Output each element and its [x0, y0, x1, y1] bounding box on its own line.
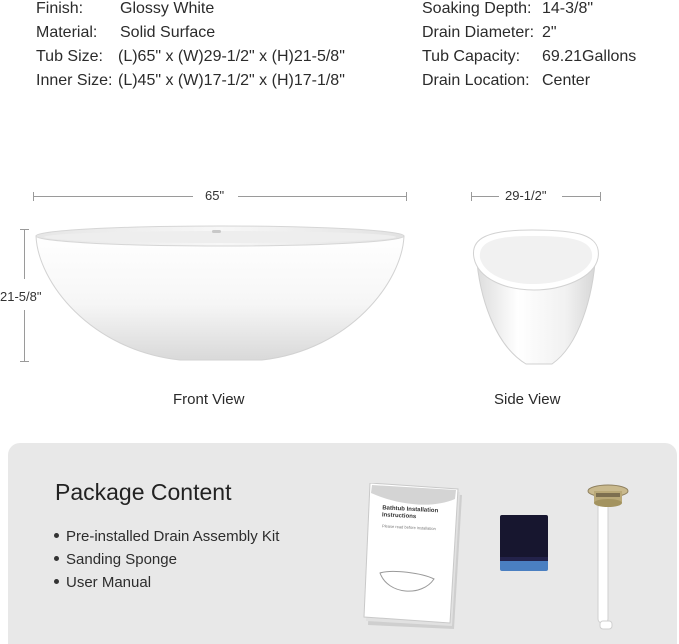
package-item-label: Sanding Sponge [66, 551, 177, 568]
length-dimension-tick-right [406, 192, 407, 201]
height-dimension-tick-bottom [20, 361, 29, 362]
spec-tub-capacity-label: Tub Capacity: [422, 48, 521, 65]
length-dimension-line-right [238, 196, 407, 197]
side-view-label: Side View [494, 391, 561, 408]
sanding-sponge-image [496, 513, 552, 575]
length-dimension-line-left [33, 196, 193, 197]
spec-drain-location-label: Drain Location: [422, 72, 530, 89]
drain-assembly-image [580, 483, 640, 633]
height-dimension-tick-top [20, 229, 29, 230]
spec-drain-location-value: Center [542, 72, 591, 89]
spec-inner-size-value: (L)45" x (W)17-1/2" x (H)17-1/8" [118, 72, 345, 89]
spec-finish-value: Glossy White [120, 0, 215, 17]
height-dimension-label: 21-5/8" [0, 289, 42, 304]
bathtub-side-view-image [468, 228, 604, 368]
width-dimension-line-left [471, 196, 499, 197]
bullet-icon [54, 579, 59, 584]
manual-title-text: Bathtub Installation Instructions [381, 505, 439, 521]
spec-inner-size-label: Inner Size: [36, 72, 113, 89]
package-item-sanding-sponge [54, 551, 177, 568]
spec-soaking-depth-label: Soaking Depth: [422, 0, 532, 17]
spec-tub-size-value: (L)65" x (W)29-1/2" x (H)21-5/8" [118, 48, 345, 65]
width-dimension-line-right [562, 196, 601, 197]
package-item-label: User Manual [66, 574, 152, 591]
user-manual-image [362, 483, 466, 633]
package-content-title: Package Content [55, 479, 232, 505]
width-dimension-label: 29-1/2" [505, 188, 547, 203]
front-view-label: Front View [173, 391, 245, 408]
spec-drain-diameter-label: Drain Diameter: [422, 24, 535, 41]
length-dimension-tick-left [33, 192, 34, 201]
height-dimension-line-bottom [24, 310, 25, 362]
bullet-icon [54, 556, 59, 561]
package-content-panel [8, 443, 677, 644]
spec-drain-diameter-value: 2" [542, 24, 557, 41]
manual-subtitle-text: Please read before installation [381, 523, 436, 532]
spec-material-label: Material: [36, 24, 98, 41]
bullet-icon [54, 533, 59, 538]
width-dimension-tick-left [471, 192, 472, 201]
spec-soaking-depth-value: 14-3/8" [542, 0, 594, 17]
spec-tub-size-label: Tub Size: [36, 48, 103, 65]
manual-booklet-icon [362, 483, 466, 633]
package-item-label: Pre-installed Drain Assembly Kit [66, 528, 280, 545]
package-item-drain-kit [54, 528, 279, 545]
length-dimension-label: 65" [205, 188, 225, 203]
package-item-user-manual [54, 574, 151, 591]
width-dimension-tick-right [600, 192, 601, 201]
spec-finish-label: Finish: [36, 0, 84, 17]
height-dimension-line-top [24, 229, 25, 279]
spec-tub-capacity-value: 69.21Gallons [542, 48, 637, 65]
spec-material-value: Solid Surface [120, 24, 216, 41]
bathtub-front-view-image [30, 222, 410, 364]
